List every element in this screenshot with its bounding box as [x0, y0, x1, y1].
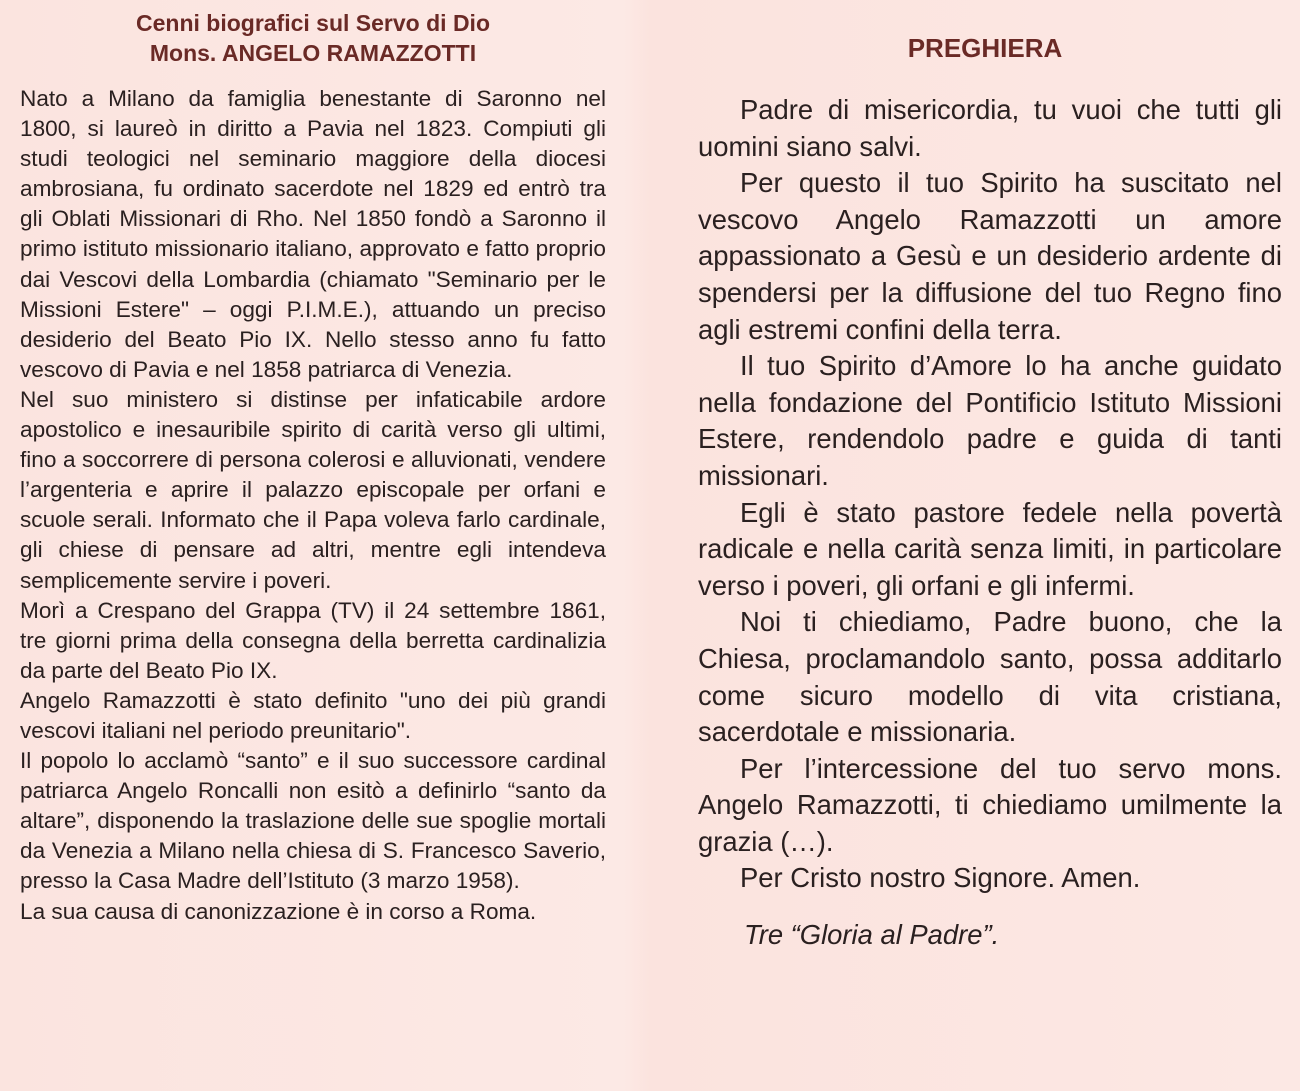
- prayer-paragraph: Per l’intercessione del tuo servo mons. Angelo Ramazzotti, ti chiediamo umilmente la grazia (…).: [698, 752, 1282, 857]
- prayer-paragraph: Il tuo Spirito d’Amore lo ha anche guidato nella fondazione del Pontificio Istituto Missioni Estere, rendendolo padre e guida di tanti missionari.: [698, 350, 1282, 491]
- biography-paragraph: Nel suo ministero si distinse per infaticabile ardore apostolico e inesauribile spirito di carità verso gli ultimi, fino a soccorrere di persona colerosi e alluvionati, vendere l’argenteria e aprire il palazzo episcopale per orfani e scuole serali. Informato che il Papa voleva farlo cardinale, gli chiese di pensare ad altri, mentre egli intendeva semplicemente servire i poveri.: [20, 386, 606, 593]
- prayer-paragraph: Egli è stato pastore fedele nella povertà radicale e nella carità senza limiti, in particolare verso i poveri, gli orfani e gli infermi.: [698, 496, 1282, 601]
- biography-text: [20, 84, 606, 927]
- biography-title-line2: Mons. ANGELO RAMAZZOTTI: [149, 40, 477, 66]
- biography-paragraph: Morì a Crespano del Grappa (TV) il 24 settembre 1861, tre giorni prima della consegna della berretta cardinalizia da parte del Beato Pio IX.: [20, 597, 606, 683]
- prayer-closing: Tre “Gloria al Padre”.: [744, 919, 1000, 951]
- prayer-title: PREGHIERA: [907, 33, 1063, 63]
- biography-title: [20, 8, 606, 68]
- biography-column: [20, 8, 606, 927]
- biography-paragraph: Angelo Ramazzotti è stato definito "uno dei più grandi vescovi italiani nel periodo preunitario".: [20, 687, 606, 743]
- prayer-paragraph: Per questo il tuo Spirito ha suscitato nel vescovo Angelo Ramazzotti un amore appassionato a Gesù e un desiderio ardente di spendersi per la diffusione del tuo Regno fino agli estremi confini della terra.: [698, 167, 1282, 345]
- prayer-column: [698, 30, 1282, 954]
- biography-paragraph: La sua causa di canonizzazione è in corso a Roma.: [20, 898, 537, 924]
- prayer-paragraph: Noi ti chiediamo, Padre buono, che la Chiesa, proclamandolo santo, possa additarlo come sicuro modello di vita cristiana, sacerdotale e missionaria.: [698, 606, 1282, 748]
- prayer-paragraph: Padre di misericordia, tu vuoi che tutti gli uomini siano salvi.: [698, 94, 1282, 162]
- prayer-paragraph: Per Cristo nostro Signore. Amen.: [740, 862, 1141, 894]
- biography-title-line1: Cenni biografici sul Servo di Dio: [136, 10, 490, 36]
- prayer-text: [698, 92, 1282, 954]
- biography-paragraph: Il popolo lo acclamò “santo” e il suo successore cardinal patriarca Angelo Roncalli non esitò a definirlo “santo da altare”, disponendo la traslazione delle sue spoglie mortali da Venezia a Milano nella chiesa di S. Francesco Saverio, presso la Casa Madre dell’Istituto (3 marzo 1958).: [20, 748, 606, 894]
- biography-paragraph: Nato a Milano da famiglia benestante di Saronno nel 1800, si laureò in diritto a Pavia nel 1823. Compiuti gli studi teologici nel seminario maggiore della diocesi ambrosiana, fu ordinato sacerdote nel 1829 ed entrò tra gli Oblati Missionari di Rho. Nel 1850 fondò a Saronno il primo istituto missionario italiano, approvato e fatto proprio dai Vescovi della Lombardia (chiamato "Seminario per le Missioni Estere" – oggi P.I.M.E.), attuando un preciso desiderio del Beato Pio IX. Nello stesso anno fu fatto vescovo di Pavia e nel 1858 patriarca di Venezia.: [20, 86, 606, 382]
